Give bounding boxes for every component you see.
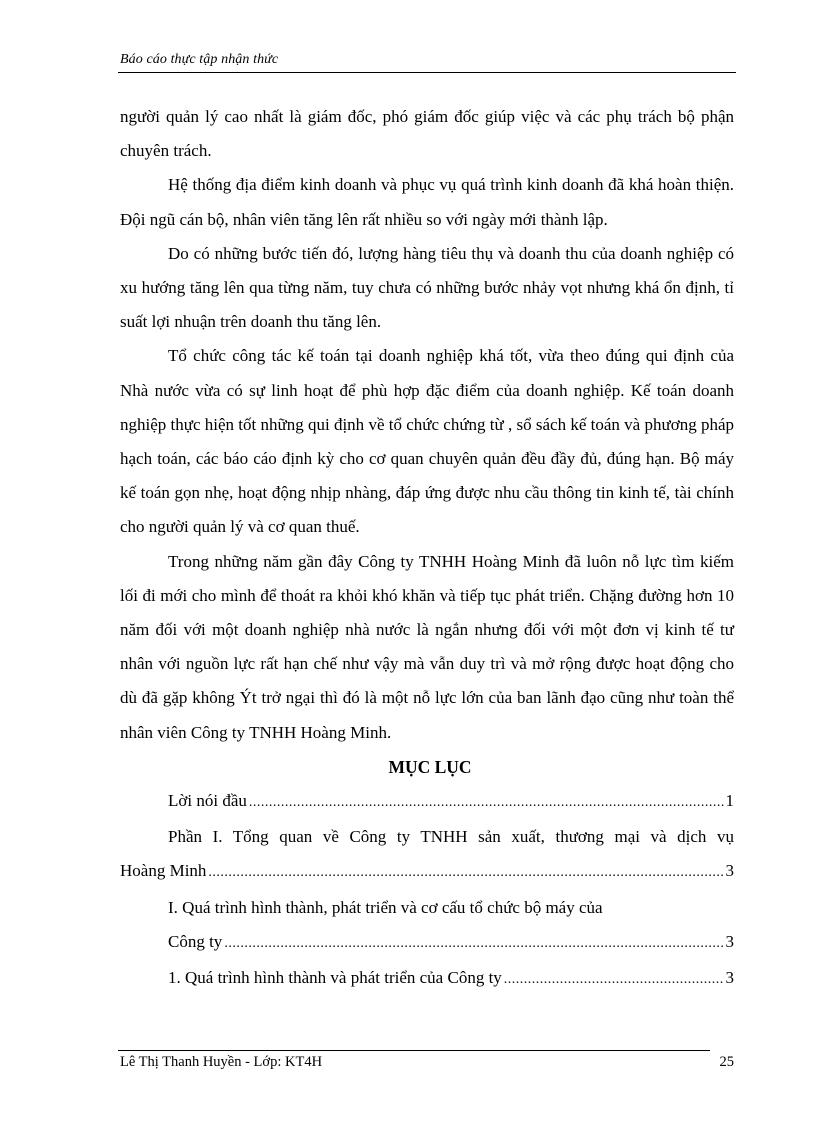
toc-entry-1[interactable] <box>120 784 734 820</box>
toc-entry-text: Lời nói đầu <box>168 791 247 811</box>
paragraph-5: Trong những năm gần đây Công ty TNHH Hoàng Minh đã luôn nỗ lực tìm kiếm lối đi mới cho mình để thoát ra khỏi khó khăn và tiếp tục phát triển. Chặng đường hơn 10 năm đối với một doanh nghiệp nhà nước là ngắn nhưng đối với một đơn vị kinh tế tư nhân với nguồn lực rất hạn chế như vậy mà vẫn duy trì và mở rộng được hoạt động cho dù đã gặp không Ýt trở ngại thì đó là một nỗ lực lớn của ban lãnh đạo cũng như toàn thể nhân viên Công ty TNHH Hoàng Minh. <box>120 551 734 742</box>
paragraph-3: Do có những bước tiến đó, lượng hàng tiêu thụ và doanh thu của doanh nghiệp có xu hướng tăng lên qua từng năm, tuy chưa có những bước nhảy vọt nhưng khá ổn định, tỉ suất lợi nhuận trên doanh thu tăng lên. <box>120 243 734 332</box>
footer-author: Lê Thị Thanh Huyền - Lớp: KT4H <box>120 1054 323 1070</box>
toc-entry-4[interactable] <box>120 961 734 997</box>
toc-entry-page: 3 <box>725 931 734 951</box>
document-body <box>120 100 734 997</box>
toc-entry-text: 1. Quá trình hình thành và phát triển của Công ty <box>168 968 502 988</box>
paragraph-1: người quản lý cao nhất là giám đốc, phó giám đốc giúp việc và các phụ trách bộ phận chuyên trách. <box>120 107 734 161</box>
paragraph-4: Tổ chức công tác kế toán tại doanh nghiệp khá tốt, vừa theo đúng qui định của Nhà nước vừa có sự linh hoạt để phù hợp đặc điểm của doanh nghiệp. Kế toán doanh nghiệp thực hiện tốt những qui định về tổ chức chứng từ , sổ sách kế toán và phương pháp hạch toán, các báo cáo định kỳ cho cơ quan chuyên quản đều đầy đủ, đúng hạn. Bộ máy kế toán gọn nhẹ, hoạt động nhịp nhàng, đáp ứng được nhu cầu thông tin kinh tế, tài chính cho người quản lý và cơ quan thuế. <box>120 346 734 537</box>
header-divider <box>118 72 736 73</box>
toc-entry-3[interactable] <box>120 891 734 961</box>
toc-entry-page: 3 <box>725 861 734 881</box>
toc-entry-text-line2: Hoàng Minh <box>120 861 207 881</box>
toc-leader-dots <box>504 963 724 997</box>
toc-entry-text-line2: Công ty <box>168 931 223 951</box>
toc-entry-page: 1 <box>725 791 734 811</box>
footer-page-number: 25 <box>719 1054 734 1070</box>
toc-entry-text-line1: Phần I. Tổng quan về Công ty TNHH sản xuất, thương mại và dịch vụ <box>168 827 734 847</box>
page-header-title: Báo cáo thực tập nhận thức <box>120 52 279 67</box>
toc-title: MỤC LỤC <box>388 756 472 777</box>
footer-divider <box>118 1050 710 1051</box>
toc-entry-2[interactable] <box>120 820 734 890</box>
toc-entry-page: 3 <box>725 968 734 988</box>
toc-leader-dots <box>249 786 724 820</box>
toc-leader-dots <box>224 927 723 961</box>
toc-leader-dots <box>208 856 723 890</box>
toc-entry-text-line1: I. Quá trình hình thành, phát triển và cơ cấu tổ chức bộ máy của <box>168 897 603 917</box>
paragraph-2: Hệ thống địa điểm kinh doanh và phục vụ quá trình kinh doanh đã khá hoàn thiện. Đội ngũ cán bộ, nhân viên tăng lên rất nhiều so với ngày mới thành lập. <box>120 175 734 229</box>
